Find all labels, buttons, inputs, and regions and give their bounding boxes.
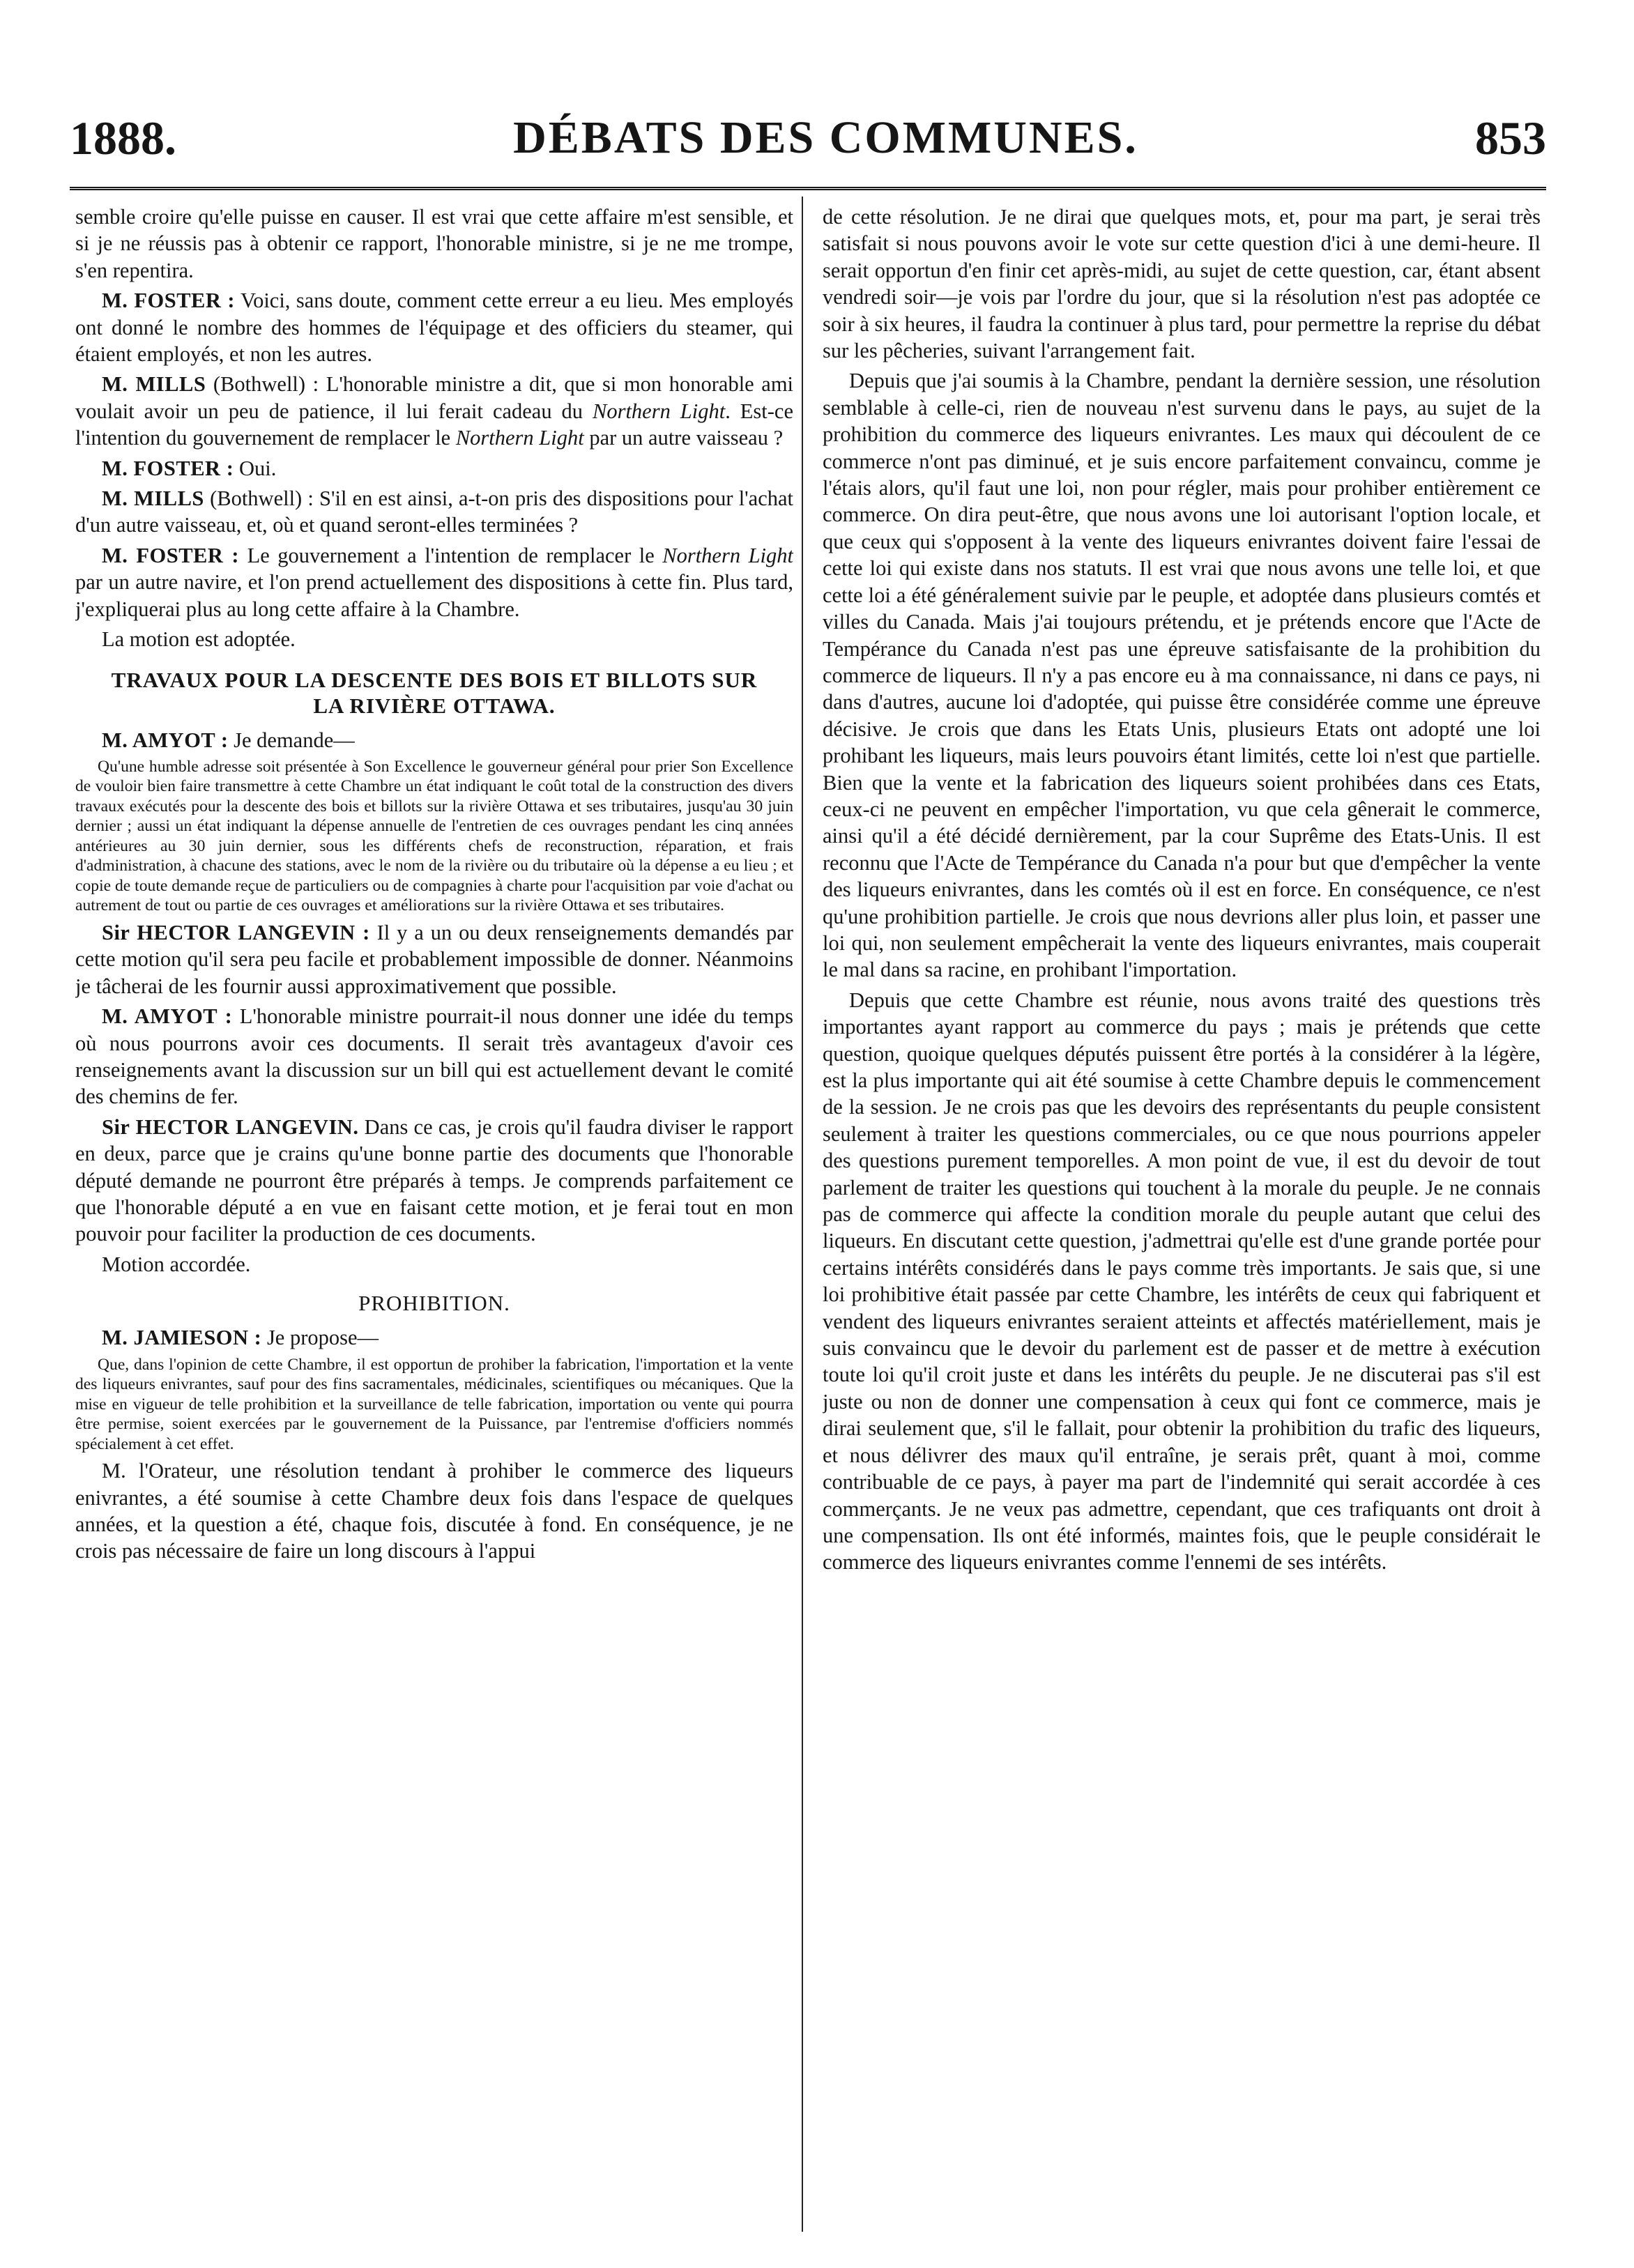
left-column [75, 204, 793, 2239]
speech-paragraph [75, 287, 793, 367]
speaker-name: M. FOSTER : [102, 456, 234, 480]
page-number: 853 [1474, 111, 1546, 164]
page-header [70, 103, 1546, 173]
paragraph: Motion accordée. [102, 1252, 251, 1276]
speech-text: Il y a un ou deux renseignements demandés par cette motion qu'il sera peu facile et probablement impossible de donner. Néanmoins je tâcherai de les fournir aussi approximativement que possible. [75, 920, 793, 998]
speech-paragraph [75, 1114, 793, 1248]
speech-text: Oui. [238, 456, 277, 480]
header-title: DÉBATS DES COMMUNES. [513, 112, 1138, 163]
speaker-name: Sir HECTOR LANGEVIN. [102, 1114, 359, 1139]
speaker-name: M. MILLS [102, 372, 206, 397]
speech-paragraph [75, 1003, 793, 1110]
speaker-riding: (Bothwell) : [210, 486, 314, 511]
speaker-name: M. JAMIESON : [102, 1326, 262, 1350]
speaker-name: M. FOSTER : [102, 543, 240, 567]
speaker-name: Sir HECTOR LANGEVIN : [102, 920, 370, 944]
speech-text: Voici, sans doute, comment cette erreur a eu lieu. Mes employés ont donné le nombre des hommes de l'équipage et des officiers du steamer, qui étaient employés, et non les autres. [75, 289, 793, 367]
speech-paragraph [75, 542, 793, 622]
section-heading: TRAVAUX POUR LA DESCENTE DES BOIS ET BILLOTS SUR LA RIVIÈRE OTTAWA. [111, 667, 758, 718]
column-divider [802, 197, 803, 2232]
speech-paragraph [75, 455, 793, 482]
paragraph: M. l'Orateur, une résolution tendant à prohiber le commerce des liqueurs enivrantes, a été soumise à cette Chambre deux fois dans l'espace de quelques années, et la question a été, chaque fois, discutée à fond. En conséquence, je ne crois pas nécessaire de faire un long discours à l'appui [75, 1459, 793, 1563]
ship-name: Northern Light [662, 543, 793, 567]
speaker-name: M. MILLS [102, 486, 204, 511]
speech-paragraph [75, 919, 793, 999]
right-column [823, 204, 1541, 2239]
speech-text: S'il en est ainsi, a-t-on pris des dispositions pour l'achat d'un autre vaisseau, et, où et quand seront-elles terminées ? [75, 486, 793, 537]
speech-text: Je propose— [266, 1326, 379, 1350]
header-year: 1888. [70, 111, 176, 164]
speech-text: . Est-ce l'intention du gouvernement de remplacer le [75, 399, 793, 450]
paragraph: de cette résolution. Je ne dirai que quelques mots, et, pour ma part, je serai très satisfait si nous pouvons avoir le vote sur cette question d'ici à une demi-heure. Il serait opportun d'en finir cet après-midi, au sujet de cette question, car, étant absent vendredi soir—je vois par l'ordre du jour, que si la résolution n'est pas adoptée ce soir à six heures, il faudra la continuer à plus tard, pour permettre la reprise du débat sur les pêcheries, suivant l'arrangement fait. [823, 205, 1541, 363]
speaker-name: M. AMYOT : [102, 1004, 233, 1029]
speaker-name: M. FOSTER : [102, 289, 236, 313]
motion-text: Que, dans l'opinion de cette Chambre, il est opportun de prohiber la fabrication, l'importation et la vente des liqueurs enivrantes, sauf pour des fins sacramentales, médicinales, scientifiques ou mécaniques. Que la mise en vigueur de telle prohibition et la surveillance de telle fabrication, importation ou vente qui pourra être permise, soient exercées par le gouvernement de la Puissance, par l'entremise d'officiers nommés spécialement à cet effet. [75, 1355, 793, 1453]
speaker-name: M. AMYOT : [102, 728, 229, 752]
speech-text: par un autre navire, et l'on prend actuellement des dispositions à cette fin. Plus tard, j'expliquerai plus au long cette affaire à la Chambre. [75, 570, 793, 621]
paragraph: Depuis que cette Chambre est réunie, nous avons traité des questions très importantes ayant rapport au commerce du pays ; mais je prétends que cette question, quoique quelques députés puissent être portés à la considérer à la légère, est la plus importante qui ait été soumise à cette Chambre depuis le commencement de la session. Je ne crois pas que les devoirs des représentants du peuple consistent seulement à traiter les questions commerciales, ou ce que nous pourrions appeler des questions purement temporelles. A mon point de vue, il est du devoir de tout parlement de traiter les questions qui touchent à la morale du peuple. Je ne connais pas de commerce qui affecte la condition morale du peuple autant que celui des liqueurs. En discutant cette question, j'admettrai qu'elle est d'une grande portée pour certains intérêts considérés dans le pays comme très importants. Je sais que, si une loi prohibitive était passée par cette Chambre, les intérêts de ceux qui fabriquent et vendent des liqueurs enivrantes seraient atteints et affectés matériellement, mais je suis convaincu que le devoir du parlement est de passer et de mettre à exécution toute loi qu'il croit juste et dans les intérêts du peuple. Je ne discuterai pas s'il est juste ou non de donner une compensation à ceux qui font ce commerce, mais je dirai seulement que, s'il le fallait, pour obtenir la prohibition du trafic des liqueurs, et nous délivrer des maux qu'il entraîne, je serais prêt, quant à moi, comme contribuable de ce pays, à payer ma part de l'indemnité qui serait accordée à ces commerçants. Je ne veux pas admettre, cependant, que ces trafiquants ont droit à une compensation. Ils ont été informés, maintes fois, que le peuple considérait le commerce des liqueurs enivrantes comme l'ennemi de ses intérêts. [823, 988, 1541, 1574]
speech-text: L'honorable ministre pourrait-il nous donner une idée du temps où nous pourrons avoir ces documents. Il serait très avantageux d'avoir ces renseignements avant la discussion sur un bill qui est actuellement devant le comité des chemins de fer. [75, 1004, 793, 1109]
speech-text: Je demande— [234, 728, 355, 752]
speech-paragraph [75, 1324, 793, 1351]
speech-paragraph [75, 485, 793, 539]
speaker-riding: (Bothwell) : [213, 372, 319, 397]
ship-name: Northern Light [593, 399, 726, 423]
paragraph: semble croire qu'elle puisse en causer. Il est vrai que cette affaire m'est sensible, et si je ne réussis pas à obtenir ce rapport, l'honorable ministre, si je ne me trompe, s'en repentira. [75, 205, 793, 282]
paragraph: Depuis que j'ai soumis à la Chambre, pendant la dernière session, une résolution semblable à celle-ci, rien de nouveau n'est survenu dans le pays, au sujet de la prohibition du commerce des liqueurs enivrantes. Les maux qui découlent de ce commerce n'ont pas diminué, et je suis encore parfaitement convaincu, comme je l'étais alors, qu'il faut une loi, non pour régler, mais pour prohiber entièrement ce commerce. On dira peut-être, que nous avons une loi autorisant l'option locale, et que ceux qui s'opposent à la vente des liqueurs enivrantes doivent faire l'essai de cette loi qui existe dans nos statuts. Il est vrai que nous avons une telle loi, et que cette loi a été généralement suivie par le peuple, et adoptée dans plusieurs comtés et villes du Canada. Mais j'ai toujours prétendu, et je prétends encore que l'Acte de Tempérance du Canada n'est pas une épreuve satisfaisante de la prohibition du commerce de liqueurs. Il n'y a pas encore eu à ma connaissance, ni dans ce pays, ni dans d'autres, aucune loi d'adoptée, qui puisse être considérée comme une épreuve décisive. Je crois que dans les Etats Unis, plusieurs Etats ont adopté une loi prohibant les liqueurs, mais leurs pouvoirs étant limités, cette loi n'est que partielle. Bien que la vente et la fabrication des liqueurs soient prohibées dans ces Etats, ceux-ci ne peuvent en empêcher l'importation, vu que cela gênerait le commerce, ainsi qu'il a été décidé dernièrement, par la cour Suprême des Etats-Unis. Il est reconnu que l'Acte de Tempérance du Canada n'a pour but que d'empêcher la vente des liqueurs enivrantes, dans les comtés où il est en force. En conséquence, ce n'est qu'une prohibition partielle. Je crois que nous devrions aller plus loin, et passer une loi qui, non seulement empêcherait la vente des liqueurs enivrantes, mais couperait le mal dans sa racine, en prohibant l'importation. [823, 369, 1541, 982]
section-heading: PROHIBITION. [358, 1291, 510, 1316]
speech-text: L'honorable ministre a dit, que si mon honorable ami voulait avoir un peu de patience, il lui ferait cadeau du [75, 372, 793, 423]
speech-text: par un autre vaisseau ? [589, 426, 784, 450]
paragraph: La motion est adoptée. [102, 627, 296, 652]
speech-text: Dans ce cas, je crois qu'il faudra diviser le rapport en deux, parce que je crains qu'une bonne partie des documents que l'honorable député demande ne pourront être préparés à temps. Je comprends parfaitement ce que l'honorable député a en vue en faisant cette motion, et je ferai tout en mon pouvoir pour faciliter la production de ces documents. [75, 1114, 793, 1246]
speech-text: Le gouvernement a l'intention de remplacer le [247, 543, 655, 567]
speech-paragraph [75, 371, 793, 451]
header-rule [70, 187, 1546, 190]
ship-name: Northern Light [455, 426, 584, 450]
speech-paragraph [75, 727, 793, 753]
motion-text: Qu'une humble adresse soit présentée à Son Excellence le gouverneur général pour prier Son Excellence de vouloir bien faire transmettre à cette Chambre un état indiquant le coût total de la construction des divers travaux exécutés pour la descente des bois et billots sur la rivière Ottawa et ses tributaires, jusqu'au 30 juin dernier ; aussi un état indiquant la dépense annuelle de l'entretien de ces ouvrages pendant les cinq années antérieures au 30 juin dernier, sous les différents chefs de reconstruction, réparation, et frais d'administration, à chacune des stations, avec le nom de la rivière ou du tributaire où la dépense a eu lieu ; et copie de toute demande reçue de particuliers ou de compagnies à charte pour l'acquisition par voie d'achat ou autrement de tout ou partie de ces ouvrages et améliorations sur la rivière Ottawa et ses tributaires. [75, 757, 793, 915]
